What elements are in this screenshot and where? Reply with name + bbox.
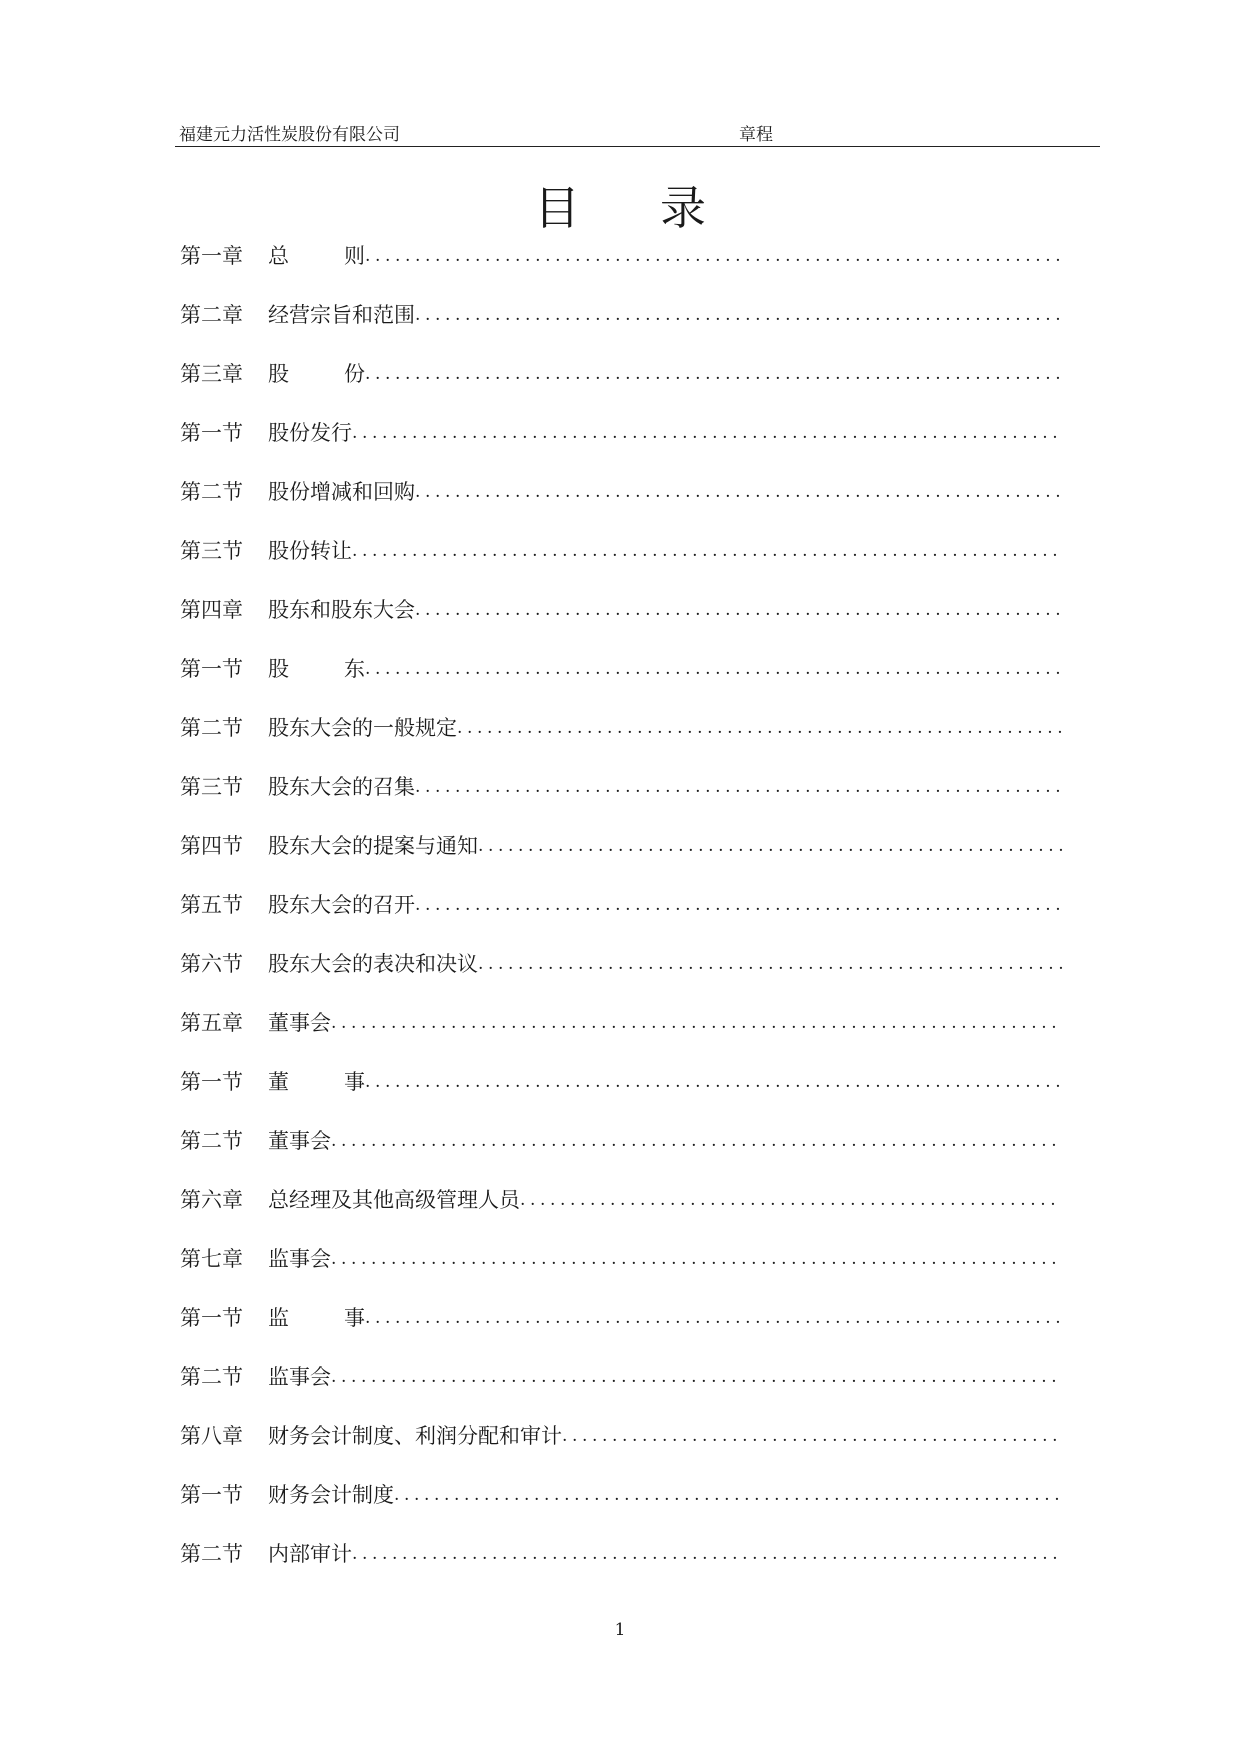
toc-leader-dots: ......................................................................... (331, 1249, 1062, 1269)
toc-entry[interactable] (180, 710, 1080, 769)
toc-leader-dots: ...................................................................... (365, 1308, 1066, 1328)
toc-entry[interactable] (180, 297, 1080, 356)
table-of-contents (180, 238, 1080, 1595)
toc-entry[interactable] (180, 769, 1080, 828)
toc-entry-title: 股东大会的一般规定 (268, 716, 457, 740)
toc-entry[interactable] (180, 533, 1080, 592)
toc-entry-title: 股份发行 (268, 421, 352, 445)
toc-entry-title-char: 监 (268, 1306, 289, 1330)
toc-entry[interactable] (180, 1300, 1080, 1359)
toc-leader-dots: ...................................................................... (365, 659, 1066, 679)
toc-leader-dots: ......................................................................... (331, 1367, 1062, 1387)
toc-entry-title-char: 股 (268, 657, 289, 681)
toc-leader-dots: ........................................................... (478, 836, 1069, 856)
toc-entry-number: 第一节 (180, 1070, 243, 1094)
toc-entry-title (268, 1300, 365, 1336)
toc-entry[interactable] (180, 651, 1080, 710)
toc-entry-number: 第八章 (180, 1424, 243, 1448)
toc-entry[interactable] (180, 1241, 1080, 1300)
toc-leader-dots: ....................................................................... (352, 541, 1063, 561)
toc-entry[interactable] (180, 1064, 1080, 1123)
toc-entry-number: 第一节 (180, 657, 243, 681)
toc-entry-title-char: 则 (344, 244, 365, 268)
page-number: 1 (614, 1620, 626, 1640)
toc-entry-title: 监事会 (268, 1247, 331, 1271)
toc-entry-title: 股份转让 (268, 539, 352, 563)
toc-entry-number: 第七章 (180, 1247, 243, 1271)
toc-entry-title-char: 董 (268, 1070, 289, 1094)
toc-entry-number: 第三章 (180, 362, 243, 386)
toc-entry[interactable] (180, 887, 1080, 946)
toc-entry-title: 股东大会的提案与通知 (268, 834, 478, 858)
toc-entry[interactable] (180, 946, 1080, 1005)
toc-leader-dots: ......................................................................... (331, 1013, 1062, 1033)
toc-entry[interactable] (180, 1536, 1080, 1595)
toc-entry-title: 股东大会的表决和决议 (268, 952, 478, 976)
toc-entry-number: 第一节 (180, 421, 243, 445)
toc-leader-dots: ....................................................................... (352, 1544, 1063, 1564)
toc-entry[interactable] (180, 1123, 1080, 1182)
toc-entry-number: 第四章 (180, 598, 243, 622)
toc-title-char-2: 录 (660, 181, 706, 235)
toc-entry-title: 董事会 (268, 1011, 331, 1035)
toc-leader-dots: ...................................................................... (365, 246, 1066, 266)
toc-entry-title (268, 356, 365, 392)
toc-entry[interactable] (180, 356, 1080, 415)
toc-leader-dots: ................................................................... (394, 1485, 1065, 1505)
toc-entry-number: 第五节 (180, 893, 243, 917)
toc-entry[interactable] (180, 828, 1080, 887)
header-company-name: 福建元力活性炭股份有限公司 (179, 125, 400, 145)
toc-entry[interactable] (180, 415, 1080, 474)
toc-leader-dots: ................................................................. (415, 895, 1066, 915)
toc-entry-title: 董事会 (268, 1129, 331, 1153)
toc-entry-title-char: 份 (344, 362, 365, 386)
toc-leader-dots: ...................................................... (520, 1190, 1061, 1210)
toc-entry-number: 第二章 (180, 303, 243, 327)
toc-leader-dots: ....................................................................... (352, 423, 1063, 443)
toc-leader-dots: ......................................................................... (331, 1131, 1062, 1151)
page-header (175, 118, 1100, 147)
toc-entry-title: 股东和股东大会 (268, 598, 415, 622)
toc-entry-number: 第二节 (180, 1129, 243, 1153)
toc-entry-title: 总经理及其他高级管理人员 (268, 1188, 520, 1212)
toc-entry-title: 财务会计制度、利润分配和审计 (268, 1424, 562, 1448)
toc-entry[interactable] (180, 1418, 1080, 1477)
toc-entry-number: 第六节 (180, 952, 243, 976)
toc-leader-dots: ................................................................. (415, 305, 1066, 325)
toc-entry[interactable] (180, 1005, 1080, 1064)
toc-entry-title: 监事会 (268, 1365, 331, 1389)
toc-title (0, 180, 1240, 236)
toc-entry-title: 股份增减和回购 (268, 480, 415, 504)
toc-entry-number: 第二节 (180, 1365, 243, 1389)
toc-entry[interactable] (180, 238, 1080, 297)
toc-entry-title (268, 651, 365, 687)
toc-entry[interactable] (180, 1477, 1080, 1536)
toc-leader-dots: ............................................................. (457, 718, 1068, 738)
toc-entry[interactable] (180, 1182, 1080, 1241)
toc-entry-number: 第二节 (180, 1542, 243, 1566)
toc-entry-title: 财务会计制度 (268, 1483, 394, 1507)
toc-entry-title: 股东大会的召集 (268, 775, 415, 799)
toc-entry-title: 内部审计 (268, 1542, 352, 1566)
toc-leader-dots: ................................................................. (415, 600, 1066, 620)
header-document-type: 章程 (739, 125, 773, 145)
toc-entry-number: 第一节 (180, 1483, 243, 1507)
toc-entry-number: 第五章 (180, 1011, 243, 1035)
toc-leader-dots: ...................................................................... (365, 364, 1066, 384)
toc-entry-title-char: 总 (268, 244, 289, 268)
toc-leader-dots: ........................................................... (478, 954, 1069, 974)
toc-leader-dots: .................................................. (562, 1426, 1063, 1446)
toc-entry[interactable] (180, 592, 1080, 651)
toc-entry-number: 第三节 (180, 775, 243, 799)
toc-entry[interactable] (180, 1359, 1080, 1418)
toc-entry-title (268, 238, 365, 274)
toc-entry-title: 经营宗旨和范围 (268, 303, 415, 327)
toc-leader-dots: ................................................................. (415, 777, 1066, 797)
toc-entry[interactable] (180, 474, 1080, 533)
toc-entry-number: 第一节 (180, 1306, 243, 1330)
toc-entry-title (268, 1064, 365, 1100)
toc-entry-title-char: 东 (344, 657, 365, 681)
toc-entry-number: 第三节 (180, 539, 243, 563)
toc-entry-title-char: 事 (344, 1070, 365, 1094)
toc-leader-dots: ...................................................................... (365, 1072, 1066, 1092)
toc-entry-number: 第四节 (180, 834, 243, 858)
toc-entry-number: 第二节 (180, 716, 243, 740)
toc-entry-number: 第六章 (180, 1188, 243, 1212)
toc-entry-title-char: 股 (268, 362, 289, 386)
toc-title-char-1: 目 (534, 181, 580, 235)
toc-leader-dots: ................................................................. (415, 482, 1066, 502)
toc-entry-number: 第一章 (180, 244, 243, 268)
toc-entry-number: 第二节 (180, 480, 243, 504)
toc-entry-title-char: 事 (344, 1306, 365, 1330)
toc-entry-title: 股东大会的召开 (268, 893, 415, 917)
